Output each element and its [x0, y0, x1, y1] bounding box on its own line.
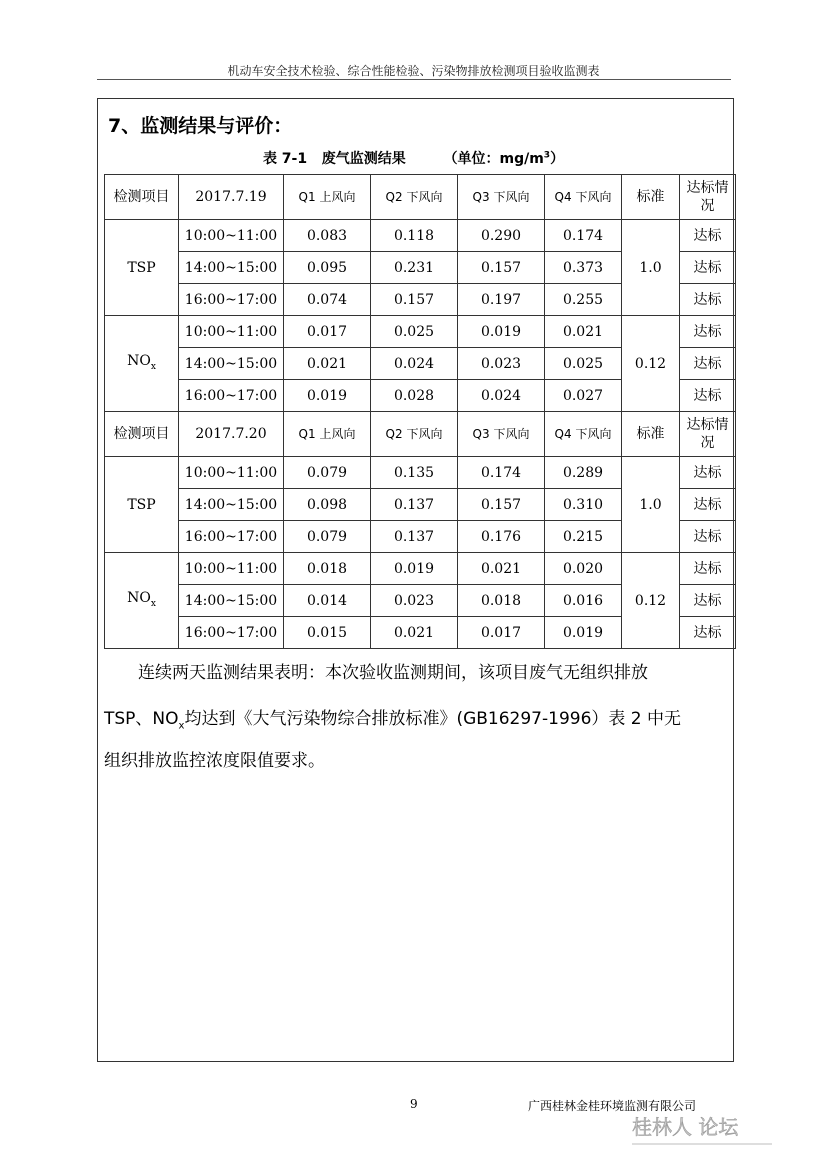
time-cell: 14:00~15:00 — [179, 252, 284, 284]
q4-value-cell: 0.019 — [545, 617, 622, 649]
q3-value-cell: 0.021 — [458, 553, 545, 585]
caption-unit-close: ） — [550, 151, 565, 167]
q3-value-cell: 0.019 — [458, 316, 545, 348]
conclusion-pollutants: TSP、NO — [104, 709, 179, 729]
q3-value-cell: 0.017 — [458, 617, 545, 649]
time-cell: 14:00~15:00 — [179, 585, 284, 617]
table-caption — [0, 148, 827, 168]
header-cell-q3: Q3 下风向 — [458, 412, 545, 457]
q1-value-cell: 0.079 — [284, 457, 371, 489]
q2-value-cell: 0.024 — [371, 348, 458, 380]
q1-value-cell: 0.098 — [284, 489, 371, 521]
q3-value-cell: 0.290 — [458, 220, 545, 252]
status-cell: 达标 — [680, 252, 736, 284]
q4-value-cell: 0.020 — [545, 553, 622, 585]
table-header-row — [105, 412, 736, 457]
pollutant-cell — [105, 316, 179, 412]
pollutant-name: NO — [127, 589, 151, 606]
header-cell-date: 2017.7.19 — [179, 175, 284, 220]
header-cell-date: 2017.7.20 — [179, 412, 284, 457]
q3-value-cell: 0.023 — [458, 348, 545, 380]
monitoring-table — [104, 174, 736, 649]
caption-title: 表 7-1 废气监测结果 — [262, 151, 406, 167]
q2-value-cell: 0.028 — [371, 380, 458, 412]
header-cell-q1: Q1 上风向 — [284, 175, 371, 220]
table-row — [105, 457, 736, 489]
watermark-text: 桂林人 论坛 — [632, 1115, 739, 1139]
time-cell: 14:00~15:00 — [179, 489, 284, 521]
q2-value-cell: 0.118 — [371, 220, 458, 252]
watermark-logo — [628, 1108, 776, 1152]
header-cell-q4: Q4 下风向 — [545, 175, 622, 220]
q1-value-cell: 0.074 — [284, 284, 371, 316]
q4-value-cell: 0.289 — [545, 457, 622, 489]
time-cell: 16:00~17:00 — [179, 617, 284, 649]
status-cell: 达标 — [680, 585, 736, 617]
time-cell: 10:00~11:00 — [179, 457, 284, 489]
standard-cell: 1.0 — [622, 457, 680, 553]
q2-value-cell: 0.023 — [371, 585, 458, 617]
section-title: 7、监测结果与评价： — [108, 115, 293, 137]
q2-value-cell: 0.157 — [371, 284, 458, 316]
pollutant-cell — [105, 457, 179, 553]
q3-value-cell: 0.197 — [458, 284, 545, 316]
table-row — [105, 553, 736, 585]
q4-value-cell: 0.310 — [545, 489, 622, 521]
status-cell: 达标 — [680, 521, 736, 553]
q4-value-cell: 0.016 — [545, 585, 622, 617]
q2-value-cell: 0.019 — [371, 553, 458, 585]
status-cell: 达标 — [680, 617, 736, 649]
pollutant-cell — [105, 553, 179, 649]
q4-value-cell: 0.021 — [545, 316, 622, 348]
table-header-row — [105, 175, 736, 220]
q1-value-cell: 0.014 — [284, 585, 371, 617]
q2-value-cell: 0.135 — [371, 457, 458, 489]
header-cell-standard: 标准 — [622, 175, 680, 220]
time-cell: 10:00~11:00 — [179, 553, 284, 585]
header-cell-q3: Q3 下风向 — [458, 175, 545, 220]
header-cell-q2: Q2 下风向 — [371, 175, 458, 220]
table-row — [105, 220, 736, 252]
company-name: 广西桂林金桂环境监测有限公司 — [528, 1099, 697, 1113]
header-cell-q1: Q1 上风向 — [284, 412, 371, 457]
table-row — [105, 316, 736, 348]
caption-unit-sup: 3 — [543, 150, 551, 161]
q2-value-cell: 0.231 — [371, 252, 458, 284]
pollutant-name: NO — [127, 352, 151, 369]
q1-value-cell: 0.095 — [284, 252, 371, 284]
q2-value-cell: 0.137 — [371, 489, 458, 521]
caption-unit: （单位：mg/m — [443, 151, 544, 167]
status-cell: 达标 — [680, 284, 736, 316]
conclusion-line-2 — [104, 704, 729, 731]
status-cell: 达标 — [680, 316, 736, 348]
conclusion-standard: 均达到《大气污染物综合排放标准》(GB16297-1996）表 2 中无 — [184, 709, 682, 729]
q3-value-cell: 0.024 — [458, 380, 545, 412]
q1-value-cell: 0.017 — [284, 316, 371, 348]
q4-value-cell: 0.215 — [545, 521, 622, 553]
q4-value-cell: 0.025 — [545, 348, 622, 380]
standard-cell: 0.12 — [622, 553, 680, 649]
header-cell-standard: 标准 — [622, 412, 680, 457]
pollutant-subscript: x — [150, 598, 156, 609]
page-header: 机动车安全技术检验、综合性能检验、污染物排放检测项目验收监测表 — [227, 64, 600, 78]
conclusion-pollutant-sub: x — [178, 720, 185, 732]
status-cell: 达标 — [680, 220, 736, 252]
header-cell-q2: Q2 下风向 — [371, 412, 458, 457]
pollutant-subscript: x — [150, 361, 156, 372]
q3-value-cell: 0.018 — [458, 585, 545, 617]
q1-value-cell: 0.015 — [284, 617, 371, 649]
header-cell-status: 达标情况 — [680, 412, 736, 457]
q1-value-cell: 0.021 — [284, 348, 371, 380]
q4-value-cell: 0.174 — [545, 220, 622, 252]
q4-value-cell: 0.027 — [545, 380, 622, 412]
header-cell-item: 检测项目 — [105, 175, 179, 220]
q1-value-cell: 0.083 — [284, 220, 371, 252]
standard-cell: 0.12 — [622, 316, 680, 412]
time-cell: 16:00~17:00 — [179, 380, 284, 412]
status-cell: 达标 — [680, 489, 736, 521]
q2-value-cell: 0.025 — [371, 316, 458, 348]
status-cell: 达标 — [680, 380, 736, 412]
status-cell: 达标 — [680, 553, 736, 585]
q2-value-cell: 0.137 — [371, 521, 458, 553]
status-cell: 达标 — [680, 348, 736, 380]
header-cell-status: 达标情况 — [680, 175, 736, 220]
q4-value-cell: 0.373 — [545, 252, 622, 284]
time-cell: 16:00~17:00 — [179, 521, 284, 553]
status-cell: 达标 — [680, 457, 736, 489]
time-cell: 14:00~15:00 — [179, 348, 284, 380]
pollutant-name: TSP — [127, 259, 156, 276]
conclusion-line-3: 组织排放监控浓度限值要求。 — [104, 751, 325, 771]
time-cell: 10:00~11:00 — [179, 220, 284, 252]
q4-value-cell: 0.255 — [545, 284, 622, 316]
pollutant-name: TSP — [127, 496, 156, 513]
q1-value-cell: 0.018 — [284, 553, 371, 585]
header-cell-q4: Q4 下风向 — [545, 412, 622, 457]
q2-value-cell: 0.021 — [371, 617, 458, 649]
header-cell-item: 检测项目 — [105, 412, 179, 457]
q1-value-cell: 0.079 — [284, 521, 371, 553]
q3-value-cell: 0.157 — [458, 252, 545, 284]
standard-cell: 1.0 — [622, 220, 680, 316]
time-cell: 16:00~17:00 — [179, 284, 284, 316]
q3-value-cell: 0.176 — [458, 521, 545, 553]
conclusion-line-1: 连续两天监测结果表明：本次验收监测期间，该项目废气无组织排放 — [138, 663, 648, 683]
time-cell: 10:00~11:00 — [179, 316, 284, 348]
q1-value-cell: 0.019 — [284, 380, 371, 412]
q3-value-cell: 0.174 — [458, 457, 545, 489]
page-number: 9 — [410, 1097, 418, 1111]
header-rule — [97, 79, 731, 80]
q3-value-cell: 0.157 — [458, 489, 545, 521]
pollutant-cell — [105, 220, 179, 316]
